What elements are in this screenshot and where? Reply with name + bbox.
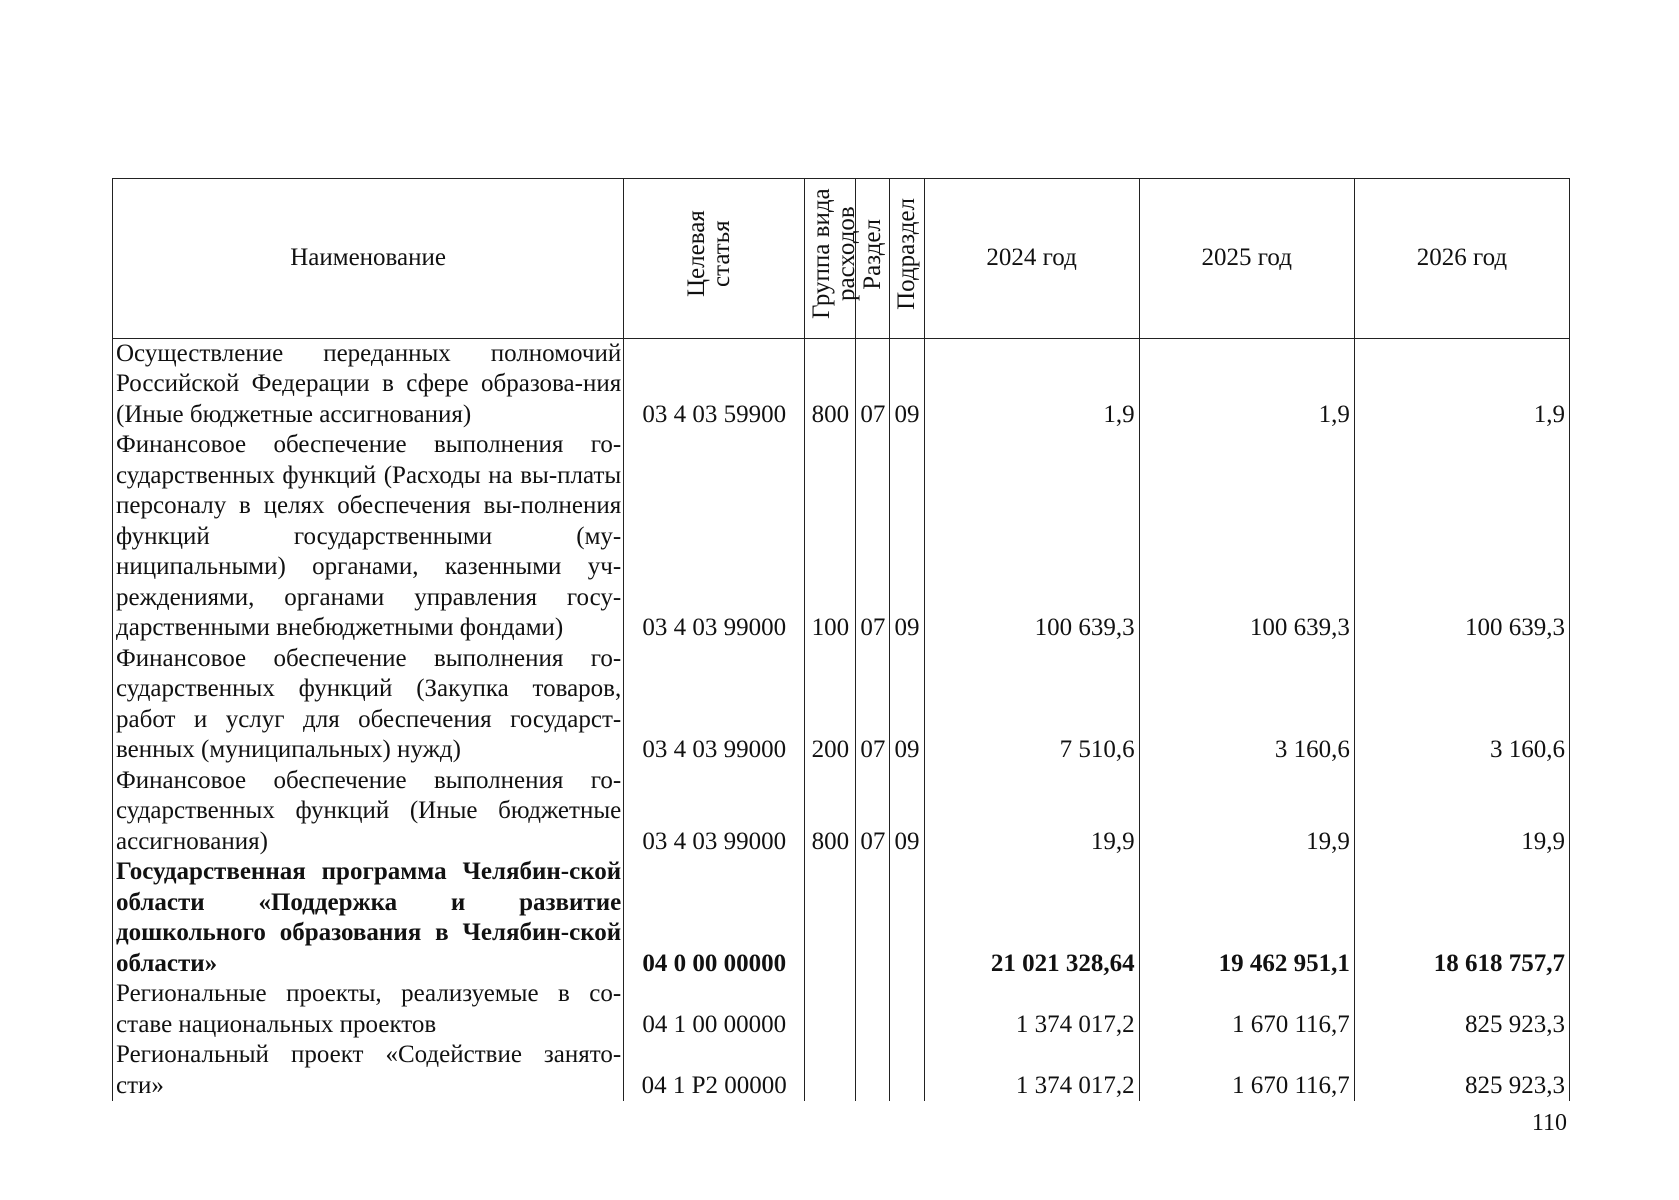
row-amount-2025: 1 670 116,7 bbox=[1139, 979, 1354, 1040]
row-target-code: 03 4 03 99000 bbox=[624, 430, 805, 644]
row-name: Финансовое обеспечение выполнения го-сударственных функций (Закупка товаров, работ и услуг для обеспечения государст-венных (муниципальных) нужд) bbox=[113, 644, 624, 766]
row-amount-2025: 3 160,6 bbox=[1139, 644, 1354, 766]
row-name: Финансовое обеспечение выполнения го-сударственных функций (Расходы на вы-платы персоналу в целях обеспечения вы-полнения функций государственными (му-ниципальными) органами, казенными уч-реждениями, органами управления госу-дарственными внебюджетными фондами) bbox=[113, 430, 624, 644]
row-section bbox=[856, 979, 890, 1040]
row-expense-group bbox=[805, 1040, 856, 1101]
row-target-code: 04 0 00 00000 bbox=[624, 857, 805, 979]
row-name: Региональный проект «Содействие занято-сти» bbox=[113, 1040, 624, 1101]
table-row bbox=[113, 338, 1570, 430]
page-number: 110 bbox=[1531, 1110, 1567, 1136]
table-row bbox=[113, 979, 1570, 1040]
header-2025: 2025 год bbox=[1139, 179, 1354, 339]
table-row bbox=[113, 766, 1570, 858]
row-amount-2024: 1 374 017,2 bbox=[924, 1040, 1139, 1101]
row-amount-2026: 18 618 757,7 bbox=[1354, 857, 1569, 979]
row-amount-2024: 100 639,3 bbox=[924, 430, 1139, 644]
header-section-label: Раздел bbox=[859, 218, 887, 290]
row-target-code: 03 4 03 99000 bbox=[624, 766, 805, 858]
row-amount-2024: 1 374 017,2 bbox=[924, 979, 1139, 1040]
row-name: Региональные проекты, реализуемые в со-ставе национальных проектов bbox=[113, 979, 624, 1040]
row-target-code: 03 4 03 59900 bbox=[624, 338, 805, 430]
row-section: 07 bbox=[856, 338, 890, 430]
row-section: 07 bbox=[856, 766, 890, 858]
table-row bbox=[113, 430, 1570, 644]
table-header-row bbox=[113, 179, 1570, 339]
row-amount-2026: 825 923,3 bbox=[1354, 979, 1569, 1040]
row-section bbox=[856, 857, 890, 979]
row-amount-2025: 19 462 951,1 bbox=[1139, 857, 1354, 979]
row-amount-2025: 1 670 116,7 bbox=[1139, 1040, 1354, 1101]
row-amount-2026: 3 160,6 bbox=[1354, 644, 1569, 766]
header-code-label: Целевая статья bbox=[683, 210, 736, 298]
row-name: Финансовое обеспечение выполнения го-сударственных функций (Иные бюджетные ассигнования) bbox=[113, 766, 624, 858]
header-2024: 2024 год bbox=[924, 179, 1139, 339]
row-subsection: 09 bbox=[890, 644, 924, 766]
table-row bbox=[113, 857, 1570, 979]
budget-table bbox=[112, 178, 1570, 1101]
header-2026: 2026 год bbox=[1354, 179, 1569, 339]
row-subsection bbox=[890, 1040, 924, 1101]
row-name: Государственная программа Челябин-ской области «Поддержка и развитие дошкольного образования в Челябин-ской области» bbox=[113, 857, 624, 979]
row-subsection: 09 bbox=[890, 766, 924, 858]
table-row bbox=[113, 644, 1570, 766]
row-expense-group bbox=[805, 979, 856, 1040]
header-section bbox=[856, 179, 890, 339]
row-amount-2026: 100 639,3 bbox=[1354, 430, 1569, 644]
row-amount-2026: 1,9 bbox=[1354, 338, 1569, 430]
header-name: Наименование bbox=[113, 179, 624, 339]
row-amount-2026: 825 923,3 bbox=[1354, 1040, 1569, 1101]
row-expense-group: 200 bbox=[805, 644, 856, 766]
row-expense-group: 100 bbox=[805, 430, 856, 644]
header-group-label: Группа вида расходов bbox=[808, 188, 861, 320]
table-row bbox=[113, 1040, 1570, 1101]
row-section: 07 bbox=[856, 430, 890, 644]
header-subsection-label: Подраздел bbox=[893, 198, 921, 310]
row-subsection: 09 bbox=[890, 338, 924, 430]
row-section bbox=[856, 1040, 890, 1101]
row-target-code: 04 1 00 00000 bbox=[624, 979, 805, 1040]
row-subsection bbox=[890, 857, 924, 979]
row-target-code: 03 4 03 99000 bbox=[624, 644, 805, 766]
row-amount-2024: 1,9 bbox=[924, 338, 1139, 430]
row-amount-2025: 100 639,3 bbox=[1139, 430, 1354, 644]
row-name: Осуществление переданных полномочий Российской Федерации в сфере образова-ния (Иные бюджетные ассигнования) bbox=[113, 338, 624, 430]
row-expense-group bbox=[805, 857, 856, 979]
row-amount-2024: 7 510,6 bbox=[924, 644, 1139, 766]
row-subsection bbox=[890, 979, 924, 1040]
row-expense-group: 800 bbox=[805, 338, 856, 430]
row-amount-2025: 1,9 bbox=[1139, 338, 1354, 430]
header-subsection bbox=[890, 179, 924, 339]
row-expense-group: 800 bbox=[805, 766, 856, 858]
header-code bbox=[624, 179, 805, 339]
row-amount-2024: 21 021 328,64 bbox=[924, 857, 1139, 979]
row-target-code: 04 1 P2 00000 bbox=[624, 1040, 805, 1101]
header-group bbox=[805, 179, 861, 339]
row-subsection: 09 bbox=[890, 430, 924, 644]
row-amount-2024: 19,9 bbox=[924, 766, 1139, 858]
table-body bbox=[113, 338, 1570, 1101]
row-amount-2025: 19,9 bbox=[1139, 766, 1354, 858]
row-section: 07 bbox=[856, 644, 890, 766]
row-amount-2026: 19,9 bbox=[1354, 766, 1569, 858]
